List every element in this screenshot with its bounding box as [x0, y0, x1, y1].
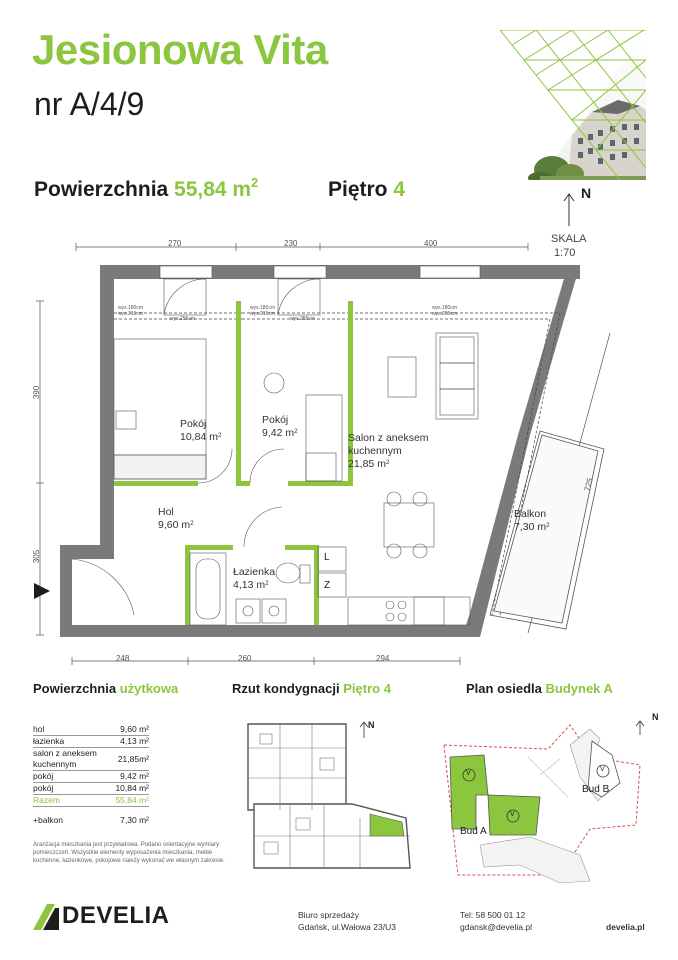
- dim-right: 725: [582, 476, 595, 493]
- table-row: pokój 9,42 m²: [33, 771, 149, 781]
- dimension-bottom: [72, 657, 460, 665]
- height-label-b: wys.255cm: [290, 316, 316, 322]
- fixture-z: Z: [324, 580, 331, 591]
- table-row: hol 9,60 m²: [33, 724, 149, 734]
- brand-name: DEVELIA: [62, 902, 170, 929]
- develia-logo-icon: [33, 904, 59, 930]
- dim-left-1: 390: [32, 385, 42, 400]
- fixture-l: L: [324, 552, 330, 563]
- table-row-total: Razem 55,84 m²: [33, 795, 149, 805]
- project-title: Jesionowa Vita: [32, 26, 328, 73]
- height-label-a: wys.255cm: [170, 316, 196, 322]
- north-arrow-icon: [563, 192, 575, 226]
- dim-top-1: 270: [168, 239, 182, 248]
- room-hol: Hol 9,60 $m^2$: [158, 506, 194, 531]
- estate-bud-a: Bud A: [460, 826, 487, 837]
- estate-north: N: [652, 712, 659, 722]
- office-address: Gdańsk, ul.Wałowa 23/U3: [298, 922, 396, 932]
- entrance-arrow-icon: [34, 583, 50, 599]
- office-label: Biuro sprzedaży: [298, 910, 359, 920]
- dim-top-3: 400: [424, 239, 438, 248]
- area-value: 55,84 $m^2$: [174, 176, 259, 201]
- dim-bottom-3: 294: [376, 654, 390, 663]
- dimension-top: [76, 243, 528, 251]
- table-row: salon z aneksem kuchennym 21,85m²: [33, 748, 149, 769]
- height-labels: wys.180cm wys.215cm: [118, 305, 144, 317]
- dim-top-2: 230: [284, 239, 298, 248]
- minimap-north: N: [368, 720, 375, 730]
- room-pokoj-2: Pokój 9,42 $m^2$: [262, 414, 298, 439]
- scale-value: 1:70: [554, 247, 576, 259]
- building-floor-minimap: [240, 718, 420, 878]
- email-link[interactable]: gdansk@develia.pl: [460, 922, 532, 932]
- section-floor-plan: Rzut kondygnacji Piętro 4: [232, 681, 391, 696]
- room-pokoj-1: Pokój 10,84 $m^2$: [180, 418, 222, 443]
- estate-minimap: [440, 705, 660, 885]
- area-table: [33, 724, 149, 807]
- phone: Tel: 58 500 01 12: [460, 910, 526, 920]
- estate-v-a2: V: [510, 811, 515, 818]
- north-label: N: [581, 185, 592, 201]
- balcony-table: [33, 815, 149, 826]
- dim-bottom-2: 260: [238, 654, 252, 663]
- building-photo: [500, 30, 646, 180]
- estate-v-b: V: [600, 766, 605, 773]
- room-balkon: Balkon 7,30 $m^2$: [514, 508, 550, 533]
- table-row: łazienka 4,13 m²: [33, 736, 149, 746]
- area-label: Powierzchnia: [34, 178, 169, 201]
- estate-bud-b: Bud B: [582, 784, 610, 795]
- table-row: +balkon 7,30 m²: [33, 815, 149, 825]
- dim-bottom-1: 248: [116, 654, 130, 663]
- website-link[interactable]: develia.pl: [606, 922, 645, 932]
- section-estate-plan: Plan osiedla Budynek A: [466, 681, 613, 696]
- apartment-number: nr A/4/9: [34, 86, 145, 122]
- dim-left-2: 305: [32, 549, 42, 564]
- estate-v-a1: V: [466, 770, 471, 777]
- room-salon: Salon z aneksem kuchennym 21,85 $m^2$: [348, 432, 429, 470]
- section-usable-area: Powierzchnia użytkowa: [33, 681, 179, 696]
- height-labels-3: wys.180cm wys.255cm: [432, 305, 458, 317]
- floor-summary: [328, 178, 405, 202]
- floor-value: 4: [393, 178, 406, 201]
- height-labels-2: wys.180cm wys.215cm: [250, 305, 276, 317]
- disclaimer-note: Aranżacja mieszkania jest przykładowa. Podano orientacyjne wymiary pomieszczeń. Wszystkie elementy wyposażenia mieszkania, meble kuchenne, łazienkowe, pokojowe należy wykonać we własnym zakresie.: [33, 842, 225, 864]
- floor-plan: [30, 235, 650, 675]
- floor-label: Piętro: [328, 178, 388, 201]
- area-summary: [34, 178, 258, 202]
- room-lazienka: Łazienka 4,13 $m^2$: [233, 566, 276, 591]
- table-row: pokój 10,84 m²: [33, 783, 149, 793]
- scale-label: SKALA: [551, 233, 587, 245]
